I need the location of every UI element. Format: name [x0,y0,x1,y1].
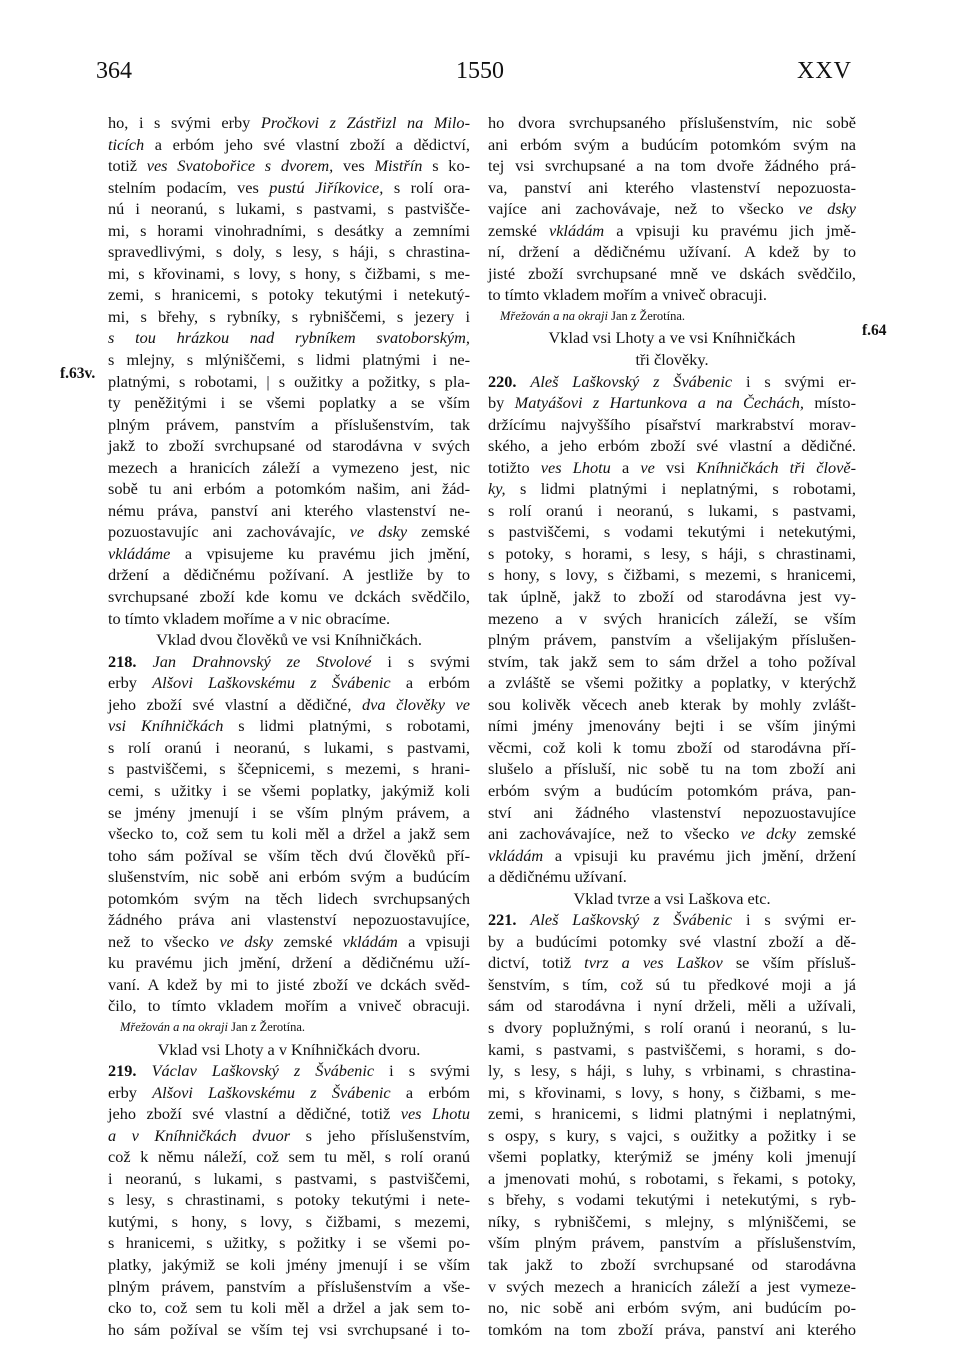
text-segment: potomkóm svým na těch lidech svrchupsaných [108,888,470,908]
text-segment: mezeno a v svých hranicích záleží, se vším [488,608,856,628]
text-line [108,780,470,802]
text-segment [137,1061,152,1080]
text-segment: držení a dědičnému požívaní. A jestliže by to [108,565,470,585]
text-line [488,371,856,393]
text-segment: s mlejny, s mlýniščemi, s lidmi platnými i ne- [108,350,470,370]
text-line [108,1146,470,1168]
text-segment: s rolí oranú i neoranú, s lukami, s pastvami, [488,500,856,520]
text-segment: tři člověky. [635,350,709,370]
text-segment: což k němu náleží, což sem tu měl, s rolí oranú [108,1147,470,1167]
text-segment: ve dsky [219,931,274,951]
text-segment: pozuostavujíc ani zachovávajíc, [108,522,350,542]
text-segment: ho dvora svrchupsaného příslušenstvím, nic sobě [488,113,856,132]
text-segment: i s svými [371,651,470,671]
text-segment: erbóm svým a budúcím potomkóm práva, pan- [488,780,856,800]
text-line [488,974,856,996]
text-segment: Alšovi Laškovskému z Švábenic [152,673,391,693]
text-segment: 221. [488,910,517,930]
text-segment: vsi Kníhničkách [108,716,224,736]
text-line [108,823,470,845]
text-segment: jakž to zboží svrchupsané od starodávna v svých [108,436,470,456]
text-segment: Mřežován a na okraji [120,1019,228,1034]
text-segment: ves Lhotu [400,1104,470,1124]
text-line [488,952,856,974]
text-line [488,134,856,156]
text-line [488,478,856,500]
text-line [108,651,470,673]
text-segment: by a budúcími potomky své vlastní zboží a dě- [488,931,856,951]
text-segment: slušelo a přísluší, nic sobě tu na tom zboží ani [488,759,856,779]
text-line [108,306,470,328]
text-line [488,931,856,953]
text-line [488,909,856,931]
text-line [108,198,470,220]
text-line [108,371,470,393]
text-line [488,241,856,263]
text-segment: Václav Laškovský z Švábenic [151,1061,375,1081]
text-line [488,823,856,845]
folio-note-left: f.63v. [60,365,96,382]
text-line [108,414,470,436]
text-line [108,177,470,199]
text-segment: a erbóm [390,1082,470,1102]
text-segment: ve dsky [349,522,408,542]
text-segment: s lidmi platnými, s robotami, [223,716,470,736]
text-segment: Mistřín [374,156,423,176]
text-line [108,392,470,414]
year-heading: 1550 [456,58,504,84]
text-segment: i neoranú, s lukami, s pastvami, s pastviščemi, [108,1168,470,1188]
text-segment: ves Lhotu [540,457,611,477]
text-segment: plným právem, panstvím a všelijakým příslušen- [488,630,856,650]
text-line [488,586,856,608]
text-segment: s pastviščemi, s vodami tekutými i netekutými, [488,522,856,542]
text-segment: ves Svatobořice s dvorem, [146,156,334,176]
text-segment: s tou hrázkou nad rybníkem svatoborským, [108,328,470,348]
text-segment: kutými, s hony, s lovy, s čižbami, s mezemi, [108,1211,470,1231]
text-line [488,1276,856,1298]
text-segment: ky, [488,479,506,499]
text-segment: ly, s lesy, s háji, s luhy, s vrbinami, s chrastina- [488,1061,856,1081]
section-heading [108,1039,470,1061]
text-line [108,1211,470,1233]
text-segment: s lidmi platnými i neplatnými, s robotami, [505,479,856,499]
text-segment: Alšovi Laškovskému z Švábenic [152,1082,391,1102]
text-line [108,1060,470,1082]
text-segment: a [610,457,641,477]
text-segment: šenstvím, s tím, což sú tu předkové moji a já [488,974,856,994]
text-segment: Matyášovi z Hartunkova a na Čechách, [514,393,804,413]
section-heading [108,629,470,651]
text-segment: svrchupsané zboží kde komu ve dckách svědčilo, [108,587,470,607]
text-line [488,284,856,306]
text-line [488,715,856,737]
text-segment: sám od starodávna i nyní drželi, měli a užívali, [488,996,856,1016]
text-segment: než to všecko [108,931,220,951]
text-segment: žádného práva ani vlastenství nepozuostavujíce, [108,910,470,930]
text-segment: ství ani žádného vlastenství nepozuostavujíce [488,802,856,822]
text-segment [517,910,531,929]
text-segment: ani erbóm svým a budúcím potomkóm svým na [488,134,856,154]
text-line [108,995,470,1017]
text-line [108,564,470,586]
text-line [488,737,856,759]
text-segment: erby [108,1082,153,1102]
text-line [488,866,856,888]
text-line [488,457,856,479]
text-segment: vkládám [488,845,544,865]
text-line [488,306,856,328]
text-line [108,1125,470,1147]
text-line [488,1082,856,1104]
text-line [488,263,856,285]
text-segment: s břehy, s vodami tekutými i netekutými, s ryb- [488,1190,856,1210]
text-segment: ku pravému jich jmění, držení a dědičnému uží- [108,953,470,973]
text-line [108,1017,470,1039]
text-segment: mezech a hranicích záleží a vymezeno jest, nic [108,457,470,477]
text-segment: se vším přísluš- [722,953,856,973]
text-line [108,737,470,759]
page-header [0,58,960,98]
text-segment [517,372,531,391]
text-segment: no, nic sobě ani erbóm svým, ani budúcím po- [488,1298,856,1318]
text-line [488,220,856,242]
text-line [108,931,470,953]
text-segment: plným právem, panstvím a příslušenstvím a vše- [108,1276,470,1296]
text-segment: s pastviščemi, s ščepnicemi, s mezemi, s hrani- [108,759,470,779]
text-segment: s ospy, s kury, s vajci, s oužitky a požitky i se [488,1125,856,1145]
text-line [488,500,856,522]
text-segment: a vpisuji [397,931,470,951]
text-segment: i s svými [374,1061,470,1081]
text-segment: a zvláště se všemi požitky a poplatky, v kterýchž [488,673,856,693]
text-segment: Jan z Žerotína. [227,1019,306,1034]
text-segment: zemské [488,220,549,240]
text-line [108,1254,470,1276]
text-line [108,1276,470,1298]
text-segment: se jmény jmenují i se vším plným právem, a [108,802,470,822]
text-segment: 219. [108,1061,137,1081]
text-line [488,1146,856,1168]
right-text-column [488,112,856,1340]
text-line [488,543,856,565]
text-segment: vkládám [342,931,398,951]
text-segment: s potoky, s horami, s lesy, s háji, s chrastinami, [488,543,856,563]
text-segment: vsi [654,457,697,477]
text-line [488,1060,856,1082]
text-segment: zemské [796,824,857,844]
text-segment: i s svými er- [732,910,856,930]
text-line [488,1211,856,1233]
text-line [488,521,856,543]
text-segment: slušenstvím, nic sobě ani erbóm svým a budúcím [108,867,470,887]
text-segment: vkládáme [108,543,171,563]
text-segment: zemské [273,931,343,951]
text-segment: Vklad dvou člověků ve vsi Kníhničkách. [156,630,422,650]
text-line [488,758,856,780]
text-segment: s dvory poplužnými, s rolí oranú i neoranú, s lu- [488,1017,856,1037]
text-segment: nému práva, panství ani kterého vlastenství ne- [108,500,470,520]
text-segment: jeho zboží své vlastní a dědičné, [108,694,363,714]
text-line [108,758,470,780]
text-line [488,112,856,134]
text-segment: s hony, s lovy, s čižbami, s mezemi, s hranicemi, [488,565,856,585]
text-segment: ve [640,457,655,477]
text-segment: mi, s křovinami, s lovy, s hony, s čižbami, s me- [488,1082,856,1102]
text-line [108,435,470,457]
text-segment: ticích [108,134,145,154]
text-line [488,1103,856,1125]
text-segment: a v Kníhničkách dvuor [108,1125,291,1145]
text-line [488,1232,856,1254]
text-line [488,177,856,199]
text-segment: místo- [804,393,856,413]
text-segment: věcmi, což koli k tomu zboží od starodávna pří- [488,737,856,757]
text-line [488,672,856,694]
text-segment: všemi poplatky, kterýmiž se jmény koli jmenují [488,1147,856,1167]
text-segment: totiž [108,156,147,176]
text-segment: mi, s břehy, s rybníky, s rybniščemi, s jezery i [108,306,470,326]
text-line [488,608,856,630]
text-segment: vaní. A kdež by mi to jisté zboží ve dckách svěd- [108,974,470,994]
text-line [488,694,856,716]
text-line [488,1017,856,1039]
text-line [488,1297,856,1319]
text-line [108,1297,470,1319]
text-line [488,629,856,651]
text-line [108,500,470,522]
text-line [488,414,856,436]
text-segment: ní, držení a dědičnému užívaní. A kdež by to [488,242,856,262]
text-segment: ve dcky [740,824,797,844]
text-segment: a erbóm [390,673,470,693]
text-segment: Jan Drahnovský ze Stvolové [152,651,372,671]
text-line [108,586,470,608]
text-line [108,672,470,694]
text-segment: a jmenovati mohú, s robotami, s řekami, s potoky, [488,1168,856,1188]
text-line [108,1103,470,1125]
text-segment: s ko- [422,156,470,176]
text-line [488,1168,856,1190]
text-line [108,263,470,285]
text-segment: Kníhničkách tři člově- [696,457,857,477]
section-heading [488,349,856,371]
text-line [108,284,470,306]
text-segment: ve dsky [798,199,856,219]
text-line [488,802,856,824]
text-line [108,888,470,910]
text-line [108,952,470,974]
text-segment: to tímto vkladem mořím a vniveč obracuji. [488,285,767,305]
text-line [108,521,470,543]
text-segment: vajíce ani zachovávaje, než to všecko [488,199,799,219]
text-segment: 220. [488,371,517,391]
text-segment: zemské [407,522,470,542]
folio-note-right: f.64 [862,322,887,339]
text-segment: jisté zboží svrchupsané mně ve dskách svědčilo, [488,263,856,283]
text-line [488,564,856,586]
page-number: 364 [96,58,132,84]
text-segment: pustú Jiříkovice, [269,177,384,197]
text-line [108,457,470,479]
text-line [108,802,470,824]
text-line [488,1039,856,1061]
text-segment: sobě tu ani erbóm a potomkóm našim, ani žád- [108,479,470,499]
text-segment: vkládám [548,220,605,240]
text-segment: zemi, s hranicemi, s potoky tekutými i netekutý- [108,285,470,305]
text-segment: cko to, což sem tu koli měl a držel a jak sem to- [108,1298,470,1318]
text-segment: ními jmény jmenovány bejti i se vším jinými [488,716,856,736]
text-segment: platky, jakýmiž se koli jmény jmenují i se vším [108,1254,470,1274]
text-line [108,1082,470,1104]
text-segment: ani zachovávajíce, než to všecko [488,824,741,844]
text-line [488,651,856,673]
text-segment: stvím, tak jakž sem to sám držel a toho požíval [488,651,856,671]
text-line [108,694,470,716]
text-segment: a dědičnému užívaní. [488,867,627,887]
text-line [488,155,856,177]
text-segment: Vklad tvrze a vsi Laškova etc. [573,888,771,908]
left-text-column [108,112,470,1340]
text-segment: s rolí ora- [383,177,471,197]
text-segment: Vklad vsi Lhoty a ve vsi Kníhničkách [548,328,796,348]
text-line [108,327,470,349]
text-segment: čilo, to tímto vkladem mořím a vniveč obracuji. [108,996,470,1016]
section-heading [488,888,856,910]
text-line [488,392,856,414]
text-line [488,995,856,1017]
text-segment: a erbóm jeho své vlastní zboží a dědictví, [144,134,470,154]
text-segment: všecko to, což sem tu koli měl a držel a jakž sem [108,824,470,844]
text-segment: vším plným právem, panstvím a příslušenstvím, [488,1233,856,1253]
text-segment: to tímto vkladem moříme a v nic obracíme. [108,608,391,628]
text-line [488,1125,856,1147]
text-segment: by [488,393,515,413]
text-segment: 218. [108,651,137,671]
text-line [108,608,470,630]
text-line [488,1319,856,1341]
text-segment: držícímu najvyššího písařství markrabství morav- [488,414,856,434]
text-segment: plným právem, panstvím a příslušenstvím, tak [108,414,470,434]
text-segment: s jeho příslušenstvím, [290,1125,470,1145]
text-line [108,974,470,996]
text-line [108,241,470,263]
text-segment: ty peněžitými i se všemi poplatky a se vším [108,393,470,413]
text-segment: a vpisuji ku pravému jich jmě- [604,220,857,240]
section-heading [488,327,856,349]
text-line [488,198,856,220]
text-segment: Aleš Laškovský z Švábenic [530,910,733,930]
volume-number: XXV [797,58,852,84]
text-segment: ves [333,156,375,176]
text-segment: Mřežován a na okraji [500,308,608,323]
text-segment: platnými, s robotami, | s oužitky a požitky, s pla- [108,371,470,391]
text-line [108,220,470,242]
text-segment: a vpisuji ku pravému jich jmění, držení [543,845,856,865]
text-segment: mi, s křovinami, s lovy, s hony, s čižbami, s me- [108,263,470,283]
text-segment: níky, s rybniščemi, s mlejny, s mlýniščemi, se [488,1211,856,1231]
text-segment: tak úplně, jakž to zboží od starodávna jest vy- [488,587,856,607]
text-segment: totižto [488,457,541,477]
text-line [488,780,856,802]
text-line [108,1168,470,1190]
text-segment: stelním podacím, ves [108,177,270,197]
text-line [108,866,470,888]
text-segment: dictví, totiž [488,953,585,973]
text-segment: s lesy, s chrastinami, s potoky tekutými i nete- [108,1190,470,1210]
text-line [108,349,470,371]
text-segment: s hranicemi, s užitky, s požitky i se všemi po- [108,1233,470,1253]
text-segment: a vpisujeme ku pravému jich jmění, [170,543,470,563]
text-line [108,909,470,931]
text-line [108,715,470,737]
text-line [108,134,470,156]
text-line [108,1189,470,1211]
text-line [108,1319,470,1341]
text-segment: ského, a jeho erbóm zboží své vlastní a dědičné. [488,436,856,456]
text-segment: zemi, s hranicemi, s lidmi platnými i neplatnými, [488,1104,856,1124]
text-line [488,1254,856,1276]
text-segment: tvrz a ves Laškov [584,953,723,973]
text-segment: jeho zboží své vlastní a dědičné, totiž [108,1104,401,1124]
text-line [488,845,856,867]
text-line [108,478,470,500]
text-segment: dva člověky ve [362,694,470,714]
text-segment: Vklad vsi Lhoty a v Kníhničkách dvoru. [157,1039,421,1059]
text-segment: kami, s pastvami, s pastviščemi, s horami, s do- [488,1039,856,1059]
text-segment: va, panství ani kterého vlastenství nepozuosta- [488,177,856,197]
text-line [488,435,856,457]
text-segment: s rolí oranú i neoranú, s lukami, s pastvami, [108,737,470,757]
text-segment: sou kolivěk věcech aneb kterak by mohly zvlášt- [488,694,856,714]
text-segment: cemi, s užitky i se všemi poplatky, jakýmiž koli [108,780,470,800]
text-line [108,543,470,565]
text-line [488,1189,856,1211]
text-line [108,155,470,177]
text-segment: Aleš Laškovský z Švábenic [530,371,733,391]
text-segment: tej vsi svrchupsané a na tom dvoře žádného prá- [488,156,856,176]
text-segment: toho sám požíval se vším těch dvú člověků pří- [108,845,470,865]
text-segment: Pročkovi z Zástřizl na Milo- [260,113,470,132]
text-line [108,845,470,867]
text-segment: Jan z Žerotína. [607,308,686,323]
text-segment [137,652,153,671]
text-segment: erby [108,673,153,693]
text-line [108,1232,470,1254]
text-segment: nú i neoranú, s lukami, s pastvami, s pastvišče- [108,199,470,219]
text-segment: spravedlivými, s doly, s lesy, s háji, s chrastina- [108,242,470,262]
text-line [108,112,470,134]
text-segment: ho sám požíval se vším tej vsi svrchupsané i to- [108,1319,470,1339]
text-segment: v svých mezech a hranicích záleží a jest vymeze- [488,1276,856,1296]
text-segment: tomkóm na tom zboží práva, panství ani kterého [488,1319,856,1339]
text-segment: mi, s horami vinohradními, s desátky a zemními [108,220,470,240]
text-segment: tak jakž to zboží svrchupsané od starodávna [488,1254,856,1274]
text-segment: ho, i s svými erby [108,113,261,132]
text-segment: i s svými er- [732,371,856,391]
